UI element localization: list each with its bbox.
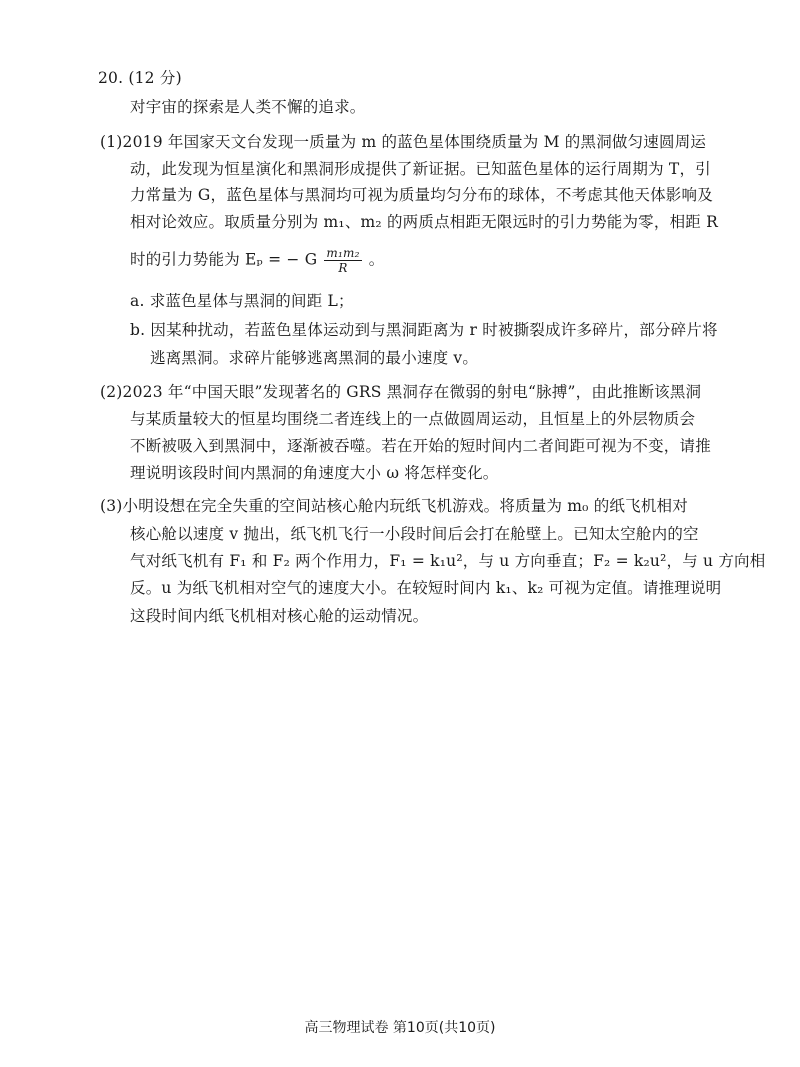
formula-suffix: 。: [368, 250, 385, 269]
part1-line1: (1)2019 年国家天文台发现一质量为 m 的蓝色星体围绕质量为 M 的黑洞做匀速圆周运: [100, 133, 707, 151]
part3-line3: 气对纸飞机有 F₁ 和 F₂ 两个作用力，F₁ = k₁u²，与 u 方向垂直；F₂ = k₂u²，与 u 方向相: [130, 552, 766, 570]
part3-line2: 核心舱以速度 v 抛出，纸飞机飞行一小段时间后会打在舱壁上。已知太空舱内的空: [130, 525, 699, 543]
formula-prefix: 时的引力势能为 Eₚ = − G: [130, 250, 318, 269]
part1-line5-formula: [130, 246, 384, 275]
part1-item-b-line1: b. 因某种扰动，若蓝色星体运动到与黑洞距离为 r 时被撕裂成许多碎片，部分碎片将: [130, 321, 718, 339]
part3-line5: 这段时间内纸飞机相对核心舱的运动情况。: [130, 607, 429, 625]
part1-item-a: a. 求蓝色星体与黑洞的间距 L；: [130, 292, 354, 310]
part3-line1: (3)小明设想在完全失重的空间站核心舱内玩纸飞机游戏。将质量为 m₀ 的纸飞机相对: [100, 497, 688, 515]
part2-line1: (2)2023 年“中国天眼”发现著名的 GRS 黑洞存在微弱的射电“脉搏”，由此推断该黑洞: [100, 383, 702, 401]
fraction-numerator: m₁m₂: [326, 246, 360, 260]
question-number: 20. (12 分): [98, 69, 182, 87]
question-intro: 对宇宙的探索是人类不懈的追求。: [130, 98, 366, 116]
part2-line4: 理说明该段时间内黑洞的角速度大小 ω 将怎样变化。: [130, 464, 499, 482]
part2-line2: 与某质量较大的恒星均围绕二者连线上的一点做圆周运动，且恒星上的外层物质会: [130, 410, 696, 428]
part1-line3: 力常量为 G，蓝色星体与黑洞均可视为质量均匀分布的球体，不考虑其他天体影响及: [130, 186, 713, 204]
potential-energy-fraction: [324, 246, 361, 275]
part1-line2: 动，此发现为恒星演化和黑洞形成提供了新证据。已知蓝色星体的运行周期为 T，引: [130, 160, 711, 178]
part2-line3: 不断被吸入到黑洞中，逐渐被吞噬。若在开始的短时间内二者间距可视为不变，请推: [130, 437, 711, 455]
part1-line4: 相对论效应。取质量分别为 m₁、m₂ 的两质点相距无限远时的引力势能为零，相距 R: [130, 213, 718, 231]
fraction-denominator: R: [338, 261, 348, 275]
page-footer: 高三物理试卷 第10页(共10页): [304, 1020, 496, 1036]
part1-item-b-line2: 逃离黑洞。求碎片能够逃离黑洞的最小速度 v。: [150, 349, 479, 367]
part3-line4: 反。u 为纸飞机相对空气的速度大小。在较短时间内 k₁、k₂ 可视为定值。请推理说明: [130, 579, 722, 597]
